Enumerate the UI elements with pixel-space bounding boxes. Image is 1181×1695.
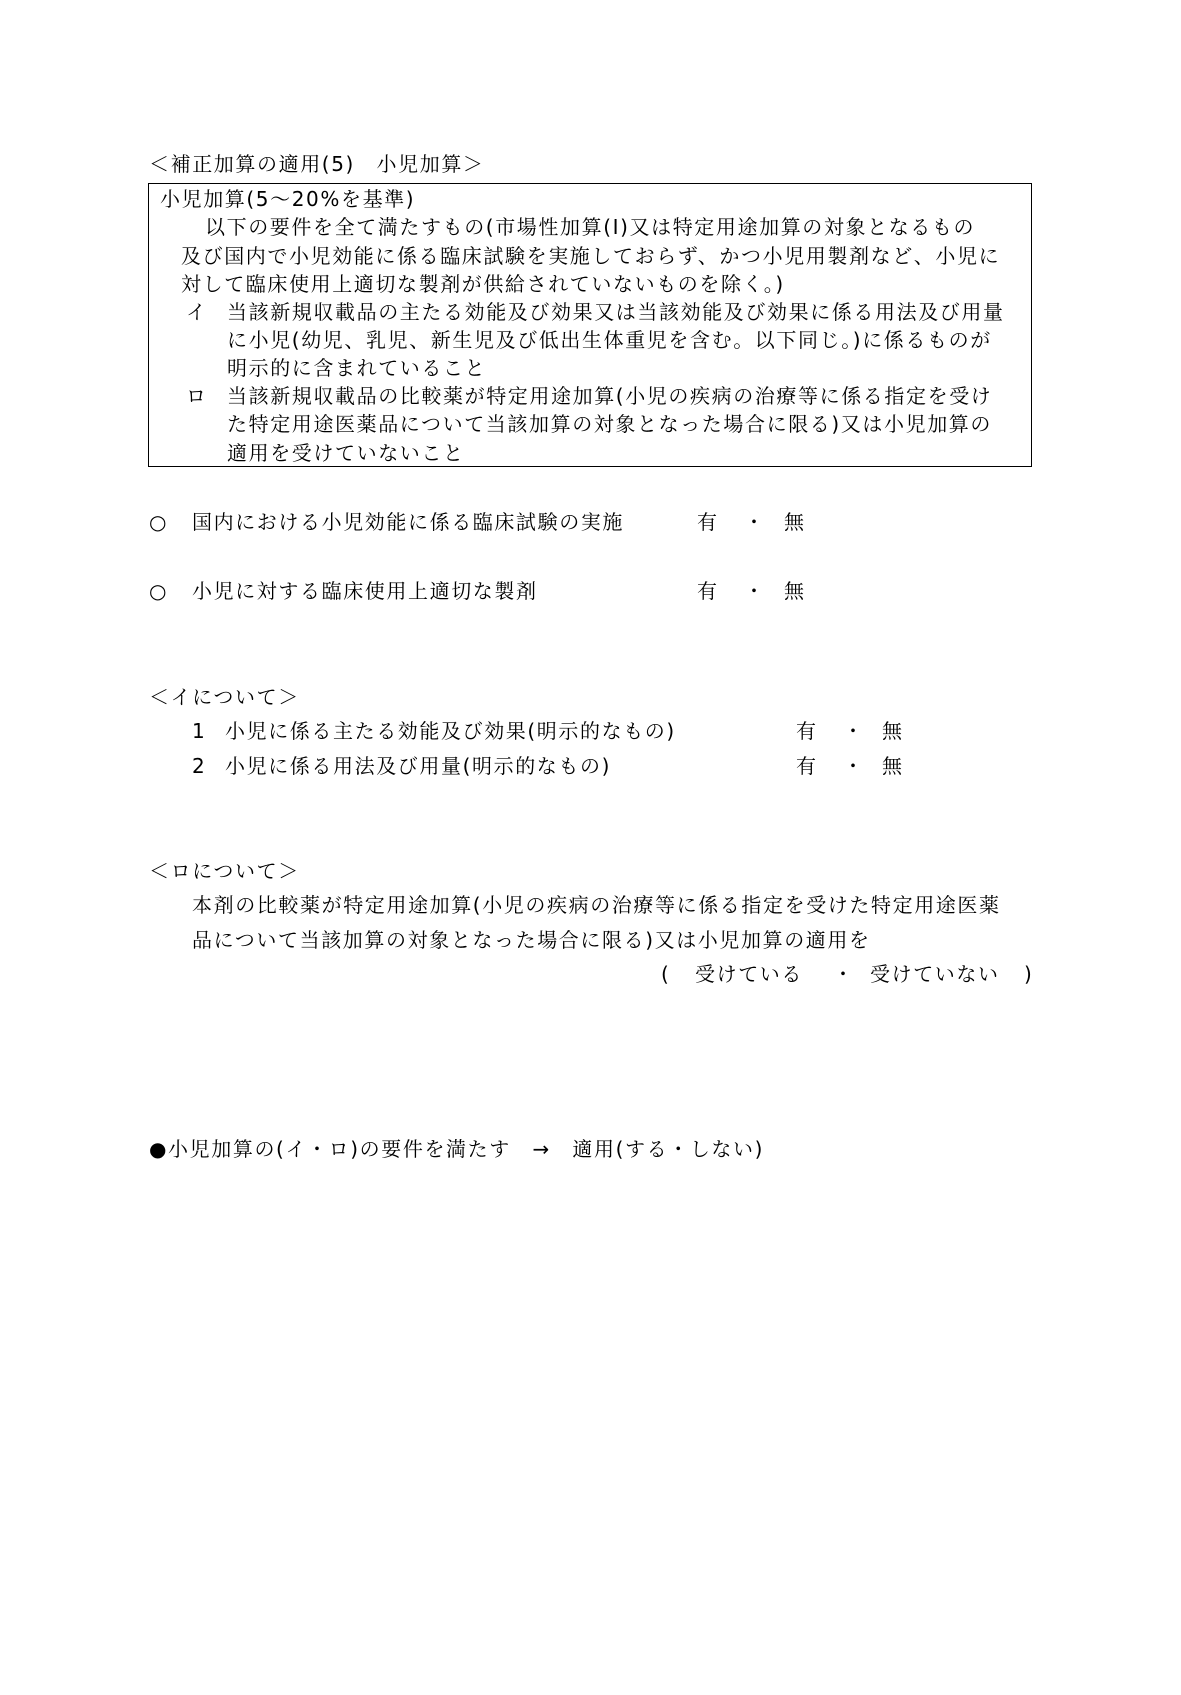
item-ro-line: 適用を受けていないこと (227, 441, 465, 465)
option-no[interactable]: 無 (784, 510, 806, 534)
option-yes[interactable]: 有 (796, 754, 818, 778)
option-not-receiving[interactable]: 受けていない (870, 962, 1000, 986)
section-ro-heading: ＜ロについて＞ (149, 859, 300, 883)
check-bullet: ○ (149, 510, 169, 534)
page-title: ＜補正加算の適用(5) 小児加算＞ (149, 152, 485, 176)
section-i-heading: ＜イについて＞ (149, 685, 300, 709)
option-separator: ・ (843, 719, 865, 743)
check-bullet: ○ (149, 579, 169, 603)
section-ro-line: 品について当該加算の対象となった場合に限る)又は小児加算の適用を (192, 928, 871, 952)
item-number: 1 (192, 719, 207, 743)
section-ro-line: 本剤の比較薬が特定用途加算(小児の疾病の治療等に係る指定を受けた特定用途医薬 (192, 893, 1001, 917)
option-separator: ・ (744, 510, 766, 534)
item-number: 2 (192, 754, 207, 778)
option-yes[interactable]: 有 (796, 719, 818, 743)
option-separator: ・ (843, 754, 865, 778)
conclusion-line: ●小児加算の(イ・ロ)の要件を満たす → 適用(する・しない) (149, 1137, 765, 1161)
box-intro-line: 以下の要件を全て満たすもの(市場性加算(Ⅰ)又は特定用途加算の対象となるもの (205, 215, 976, 239)
item-label: 小児に係る用法及び用量(明示的なもの) (225, 754, 612, 778)
item-ro-line: た特定用途医薬品について当該加算の対象となった場合に限る)又は小児加算の (227, 412, 993, 436)
option-receiving[interactable]: 受けている (695, 962, 803, 986)
item-marker-ro: ロ (186, 384, 208, 408)
item-i-line: 当該新規収載品の主たる効能及び効果又は当該効能及び効果に係る用法及び用量 (227, 300, 1005, 324)
item-i-line: 明示的に含まれていること (227, 356, 487, 380)
item-marker-i: イ (186, 300, 208, 324)
item-i-line: に小児(幼児、乳児、新生児及び低出生体重児を含む。以下同じ。)に係るものが (227, 328, 992, 352)
option-separator: ・ (744, 579, 766, 603)
option-yes[interactable]: 有 (697, 579, 719, 603)
item-ro-line: 当該新規収載品の比較薬が特定用途加算(小児の疾病の治療等に係る指定を受け (227, 384, 993, 408)
item-label: 小児に係る主たる効能及び効果(明示的なもの) (225, 719, 676, 743)
option-no[interactable]: 無 (882, 719, 904, 743)
check-label: 国内における小児効能に係る臨床試験の実施 (192, 510, 624, 534)
box-heading: 小児加算(5～20%を基準) (160, 187, 416, 211)
box-intro-line: 対して臨床使用上適切な製剤が供給されていないものを除く。) (181, 272, 785, 296)
close-paren: ) (1024, 962, 1034, 986)
option-no[interactable]: 無 (784, 579, 806, 603)
open-paren: ( (661, 962, 671, 986)
option-no[interactable]: 無 (882, 754, 904, 778)
option-separator: ・ (833, 962, 855, 986)
option-yes[interactable]: 有 (697, 510, 719, 534)
check-label: 小児に対する臨床使用上適切な製剤 (192, 579, 538, 603)
box-intro-line: 及び国内で小児効能に係る臨床試験を実施しておらず、かつ小児用製剤など、小児に (181, 244, 1001, 268)
